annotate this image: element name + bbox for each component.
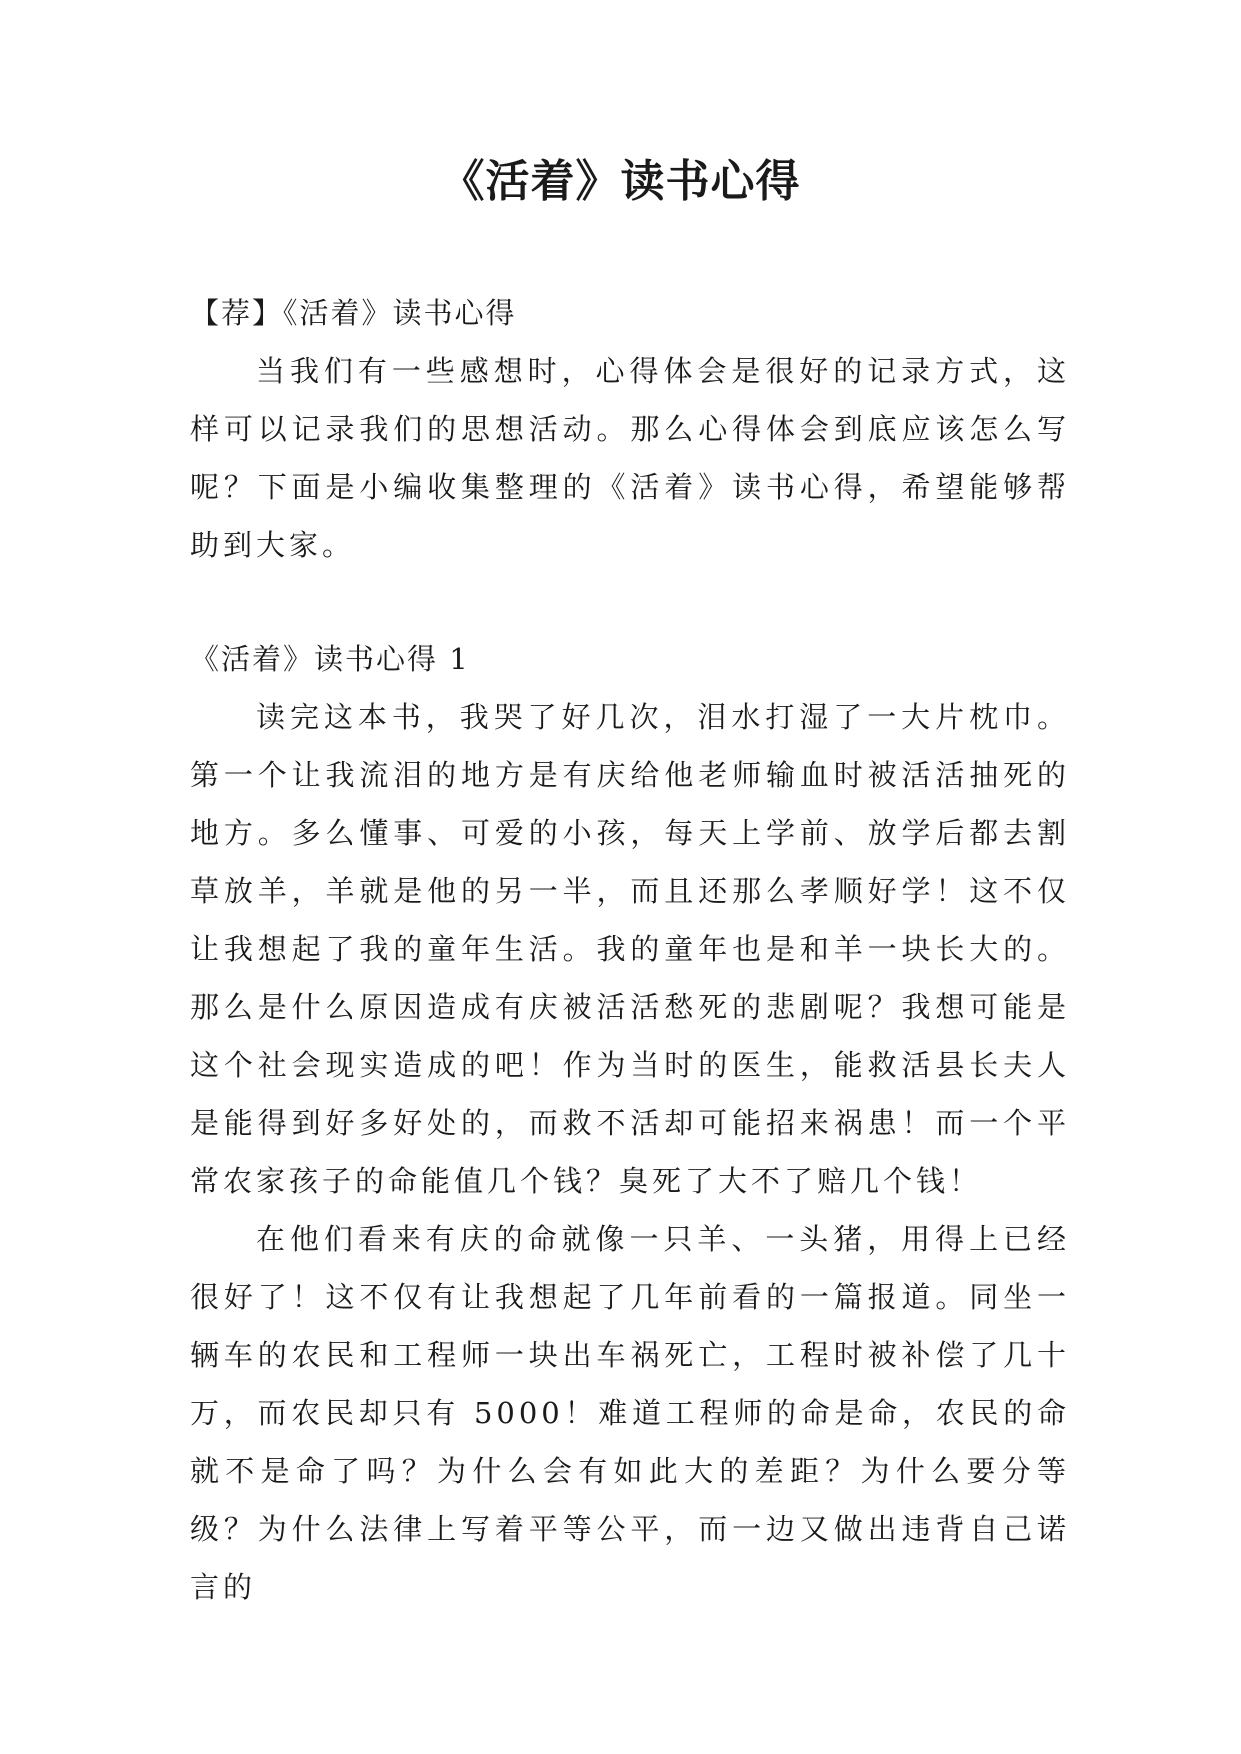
section-block xyxy=(190,630,1070,1616)
recommend-heading: 【荐】《活着》读书心得 xyxy=(190,296,517,330)
document-title: 《活着》读书心得 xyxy=(440,156,801,207)
intro-block xyxy=(190,284,1070,574)
section-heading: 《活着》读书心得 1 xyxy=(190,642,470,676)
intro-paragraph: 当我们有一些感想时，心得体会是很好的记录方式，这样可以记录我们的思想活动。那么心得体会到底应该怎么写呢？下面是小编收集整理的《活着》读书心得，希望能够帮助到大家。 xyxy=(190,354,1070,562)
body-paragraph: 在他们看来有庆的命就像一只羊、一头猪，用得上已经很好了！这不仅有让我想起了几年前看的一篇报道。同坐一辆车的农民和工程师一块出车祸死亡，工程时被补偿了几十万，而农民却只有 5000！难道工程师的命是命，农民的命就不是命了吗？为什么会有如此大的差距？为什么要分等级？为什么法律上写着平等公平，而一边又做出违背自己诺言的 xyxy=(190,1222,1070,1604)
body-paragraph: 读完这本书，我哭了好几次，泪水打湿了一大片枕巾。第一个让我流泪的地方是有庆给他老师输血时被活活抽死的地方。多么懂事、可爱的小孩，每天上学前、放学后都去割草放羊，羊就是他的另一半，而且还那么孝顺好学！这不仅让我想起了我的童年生活。我的童年也是和羊一块长大的。那么是什么原因造成有庆被活活愁死的悲剧呢？我想可能是这个社会现实造成的吧！作为当时的医生，能救活县长夫人是能得到好多好处的，而救不活却可能招来祸患！而一个平常农家孩子的命能值几个钱？臭死了大不了赔几个钱！ xyxy=(190,700,1070,1198)
